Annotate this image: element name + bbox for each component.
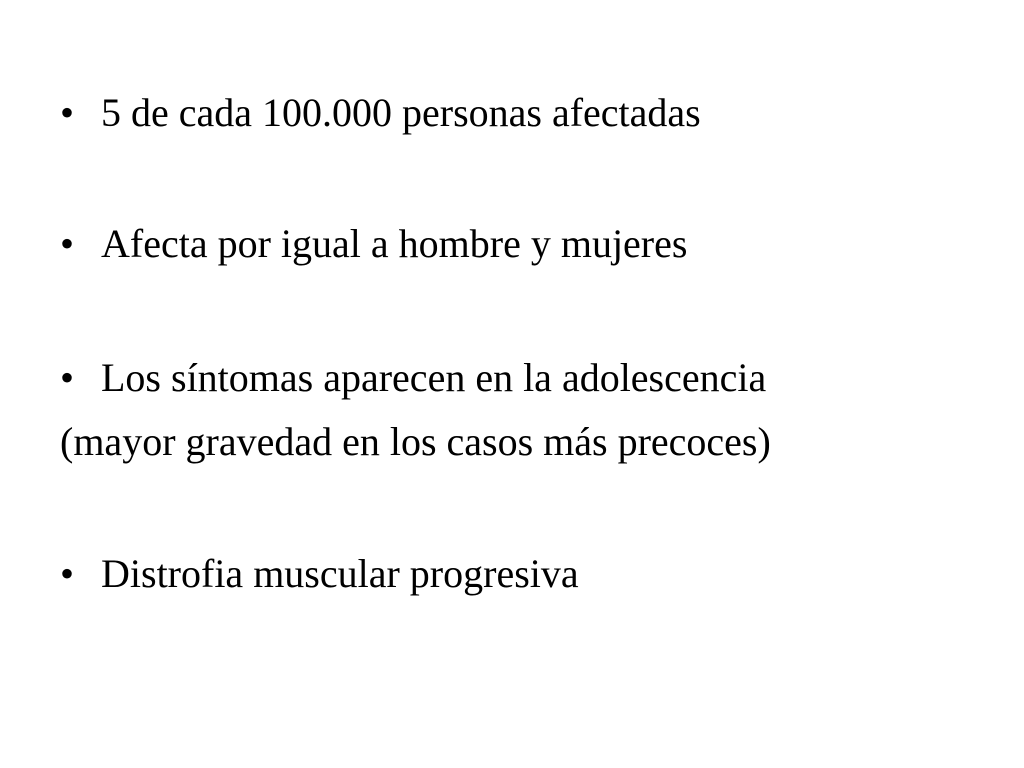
list-item-text: Distrofia muscular progresiva [101, 551, 579, 596]
bullet-icon: • [60, 551, 75, 596]
list-item-text: Afecta por igual a hombre y mujeres [101, 221, 688, 266]
list-item-continuation: (mayor gravedad en los casos más precoces) [60, 419, 771, 464]
bullet-icon: • [60, 221, 75, 266]
bullet-icon: • [60, 90, 75, 135]
bullet-icon: • [60, 355, 75, 400]
list-item-text: Los síntomas aparecen en la adolescencia [101, 355, 767, 400]
list-item-text: 5 de cada 100.000 personas afectadas [101, 90, 701, 135]
